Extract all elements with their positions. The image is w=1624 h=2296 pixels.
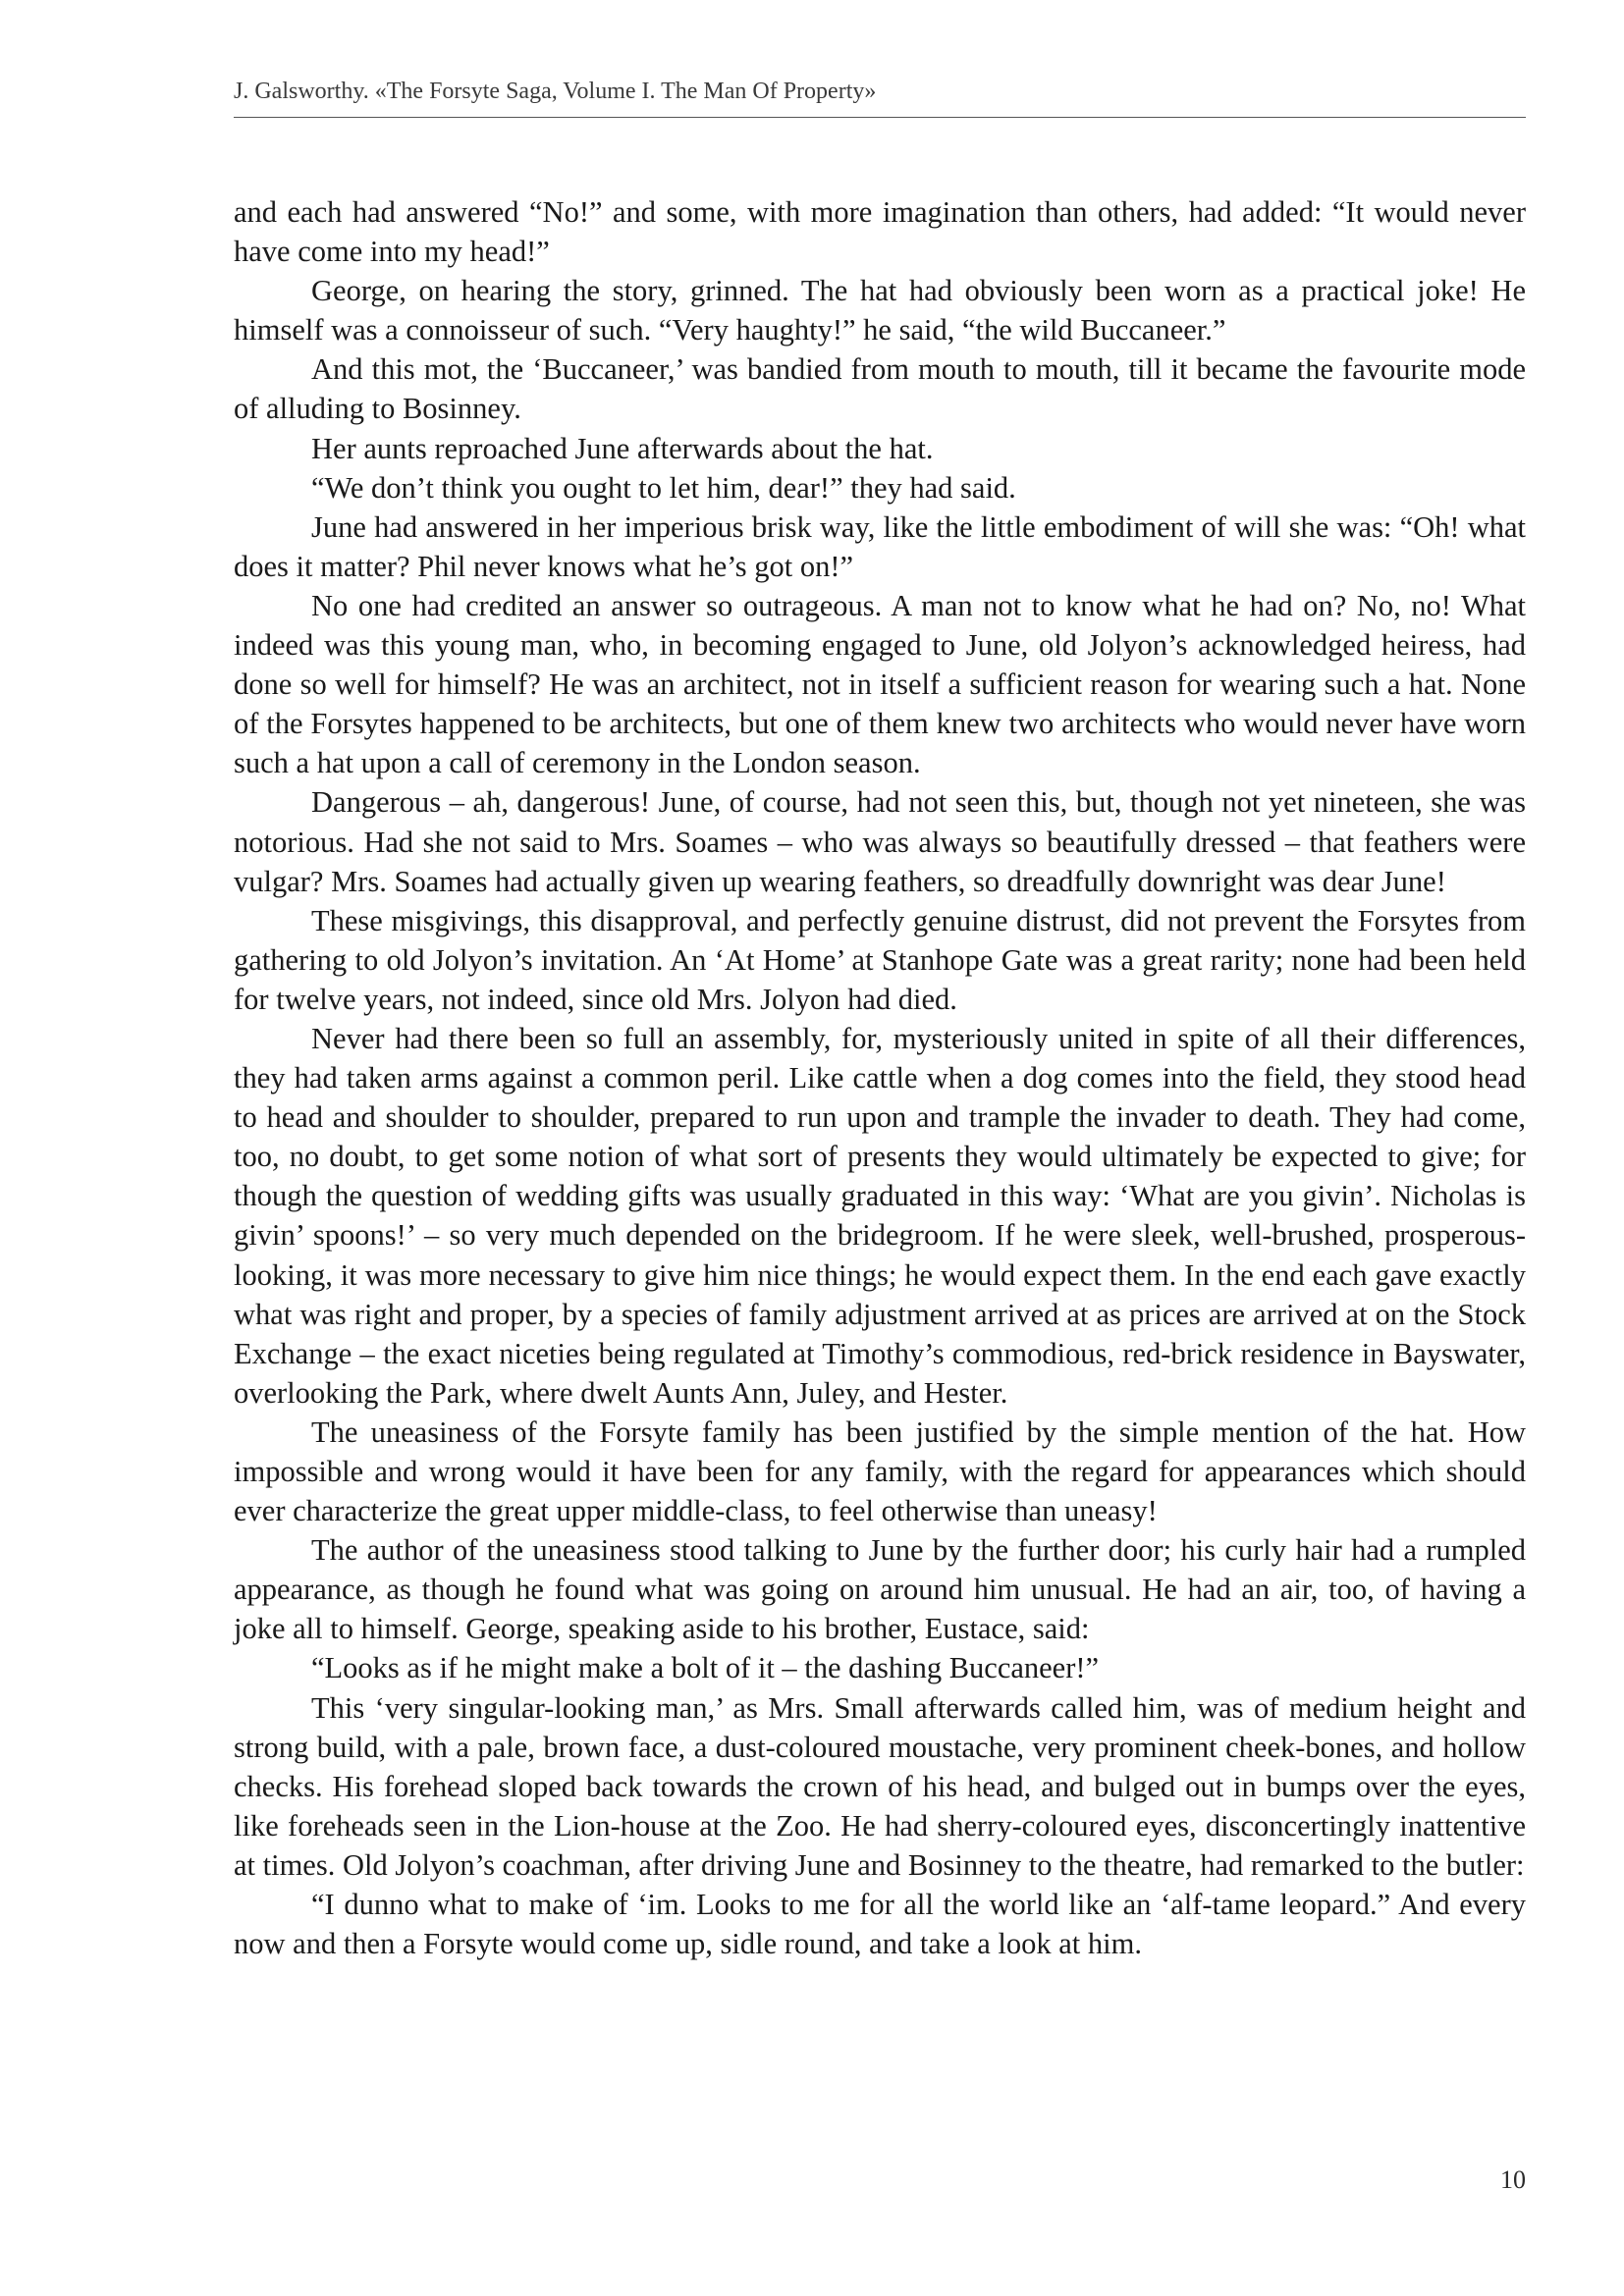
page-number: 10 [1500, 2165, 1526, 2194]
header-rule [234, 117, 1526, 118]
paragraph: No one had credited an answer so outrageous. A man not to know what he had on? No, no! What indeed was this young man, who, in becoming engaged to June, old Jolyon’s acknowledged heiress, had done so well for himself? He was an architect, not in itself a sufficient reason for wearing such a hat. None of the Forsytes happened to be architects, but one of them knew two architects who would never have worn such a hat upon a call of ceremony in the London season. [234, 588, 1526, 780]
paragraph: “I dunno what to make of ‘im. Looks to me for all the world like an ‘alf-tame leopard.” And every now and then a Forsyte would come up, sidle round, and take a look at him. [234, 1888, 1526, 1961]
paragraph: “We don’t think you ought to let him, dear!” they had said. [311, 470, 1016, 505]
paragraph: George, on hearing the story, grinned. The hat had obviously been worn as a practical joke! He himself was a connoisseur of such. “Very haughty!” he said, “the wild Buccaneer.” [234, 274, 1526, 347]
paragraph: and each had answered “No!” and some, with more imagination than others, had added: “It would never have come into my head!” [234, 195, 1526, 269]
paragraph: Dangerous – ah, dangerous! June, of course, had not seen this, but, though not yet nineteen, she was notorious. Had she not said to Mrs. Soames – who was always so beautifully dressed – that feathers were vulgar? Mrs. Soames had actually given up wearing feathers, so dreadfully downright was dear June! [234, 785, 1526, 898]
paragraph: The author of the uneasiness stood talking to June by the further door; his curly hair had a rumpled appearance, as though he found what was going on around him unusual. He had an air, too, of having a joke all to himself. George, speaking aside to his brother, Eustace, said: [234, 1533, 1526, 1646]
running-header: J. Galsworthy. «The Forsyte Saga, Volume I. The Man Of Property» [234, 79, 877, 104]
paragraph: Never had there been so full an assembly, for, mysteriously united in spite of all their differences, they had taken arms against a common peril. Like cattle when a dog comes into the field, they stood head to head and shoulder to shoulder, prepared to run upon and trample the invader to death. They had come, too, no doubt, to get some notion of what sort of presents they would ultimately be expected to give; for though the question of wedding gifts was usually graduated in this way: ‘What are you givin’. Nicholas is givin’ spoons!’ – so very much depended on the bridegroom. If he were sleek, well-brushed, prosperous-looking, it was more necessary to give him nice things; he would expect them. In the end each gave exactly what was right and proper, by a species of family adjustment arrived at as prices are arrived at on the Stock Exchange – the exact niceties being regulated at Timothy’s commodious, red-brick residence in Bayswater, overlooking the Park, where dwelt Aunts Ann, Juley, and Hester. [234, 1021, 1526, 1410]
paragraph: June had answered in her imperious brisk way, like the little embodiment of will she was: “Oh! what does it matter? Phil never knows what he’s got on!” [234, 509, 1526, 583]
page-body [234, 192, 1526, 1963]
paragraph: This ‘very singular-looking man,’ as Mrs. Small afterwards called him, was of medium height and strong build, with a pale, brown face, a dust-coloured moustache, very prominent cheek-bones, and hollow checks. His forehead sloped back towards the crown of his head, and bulged out in bumps over the eyes, like foreheads seen in the Lion-house at the Zoo. He had sherry-coloured eyes, disconcertingly inattentive at times. Old Jolyon’s coachman, after driving June and Bosinney to the theatre, had remarked to the butler: [234, 1690, 1526, 1882]
paragraph: Her aunts reproached June afterwards about the hat. [311, 431, 934, 465]
paragraph: And this mot, the ‘Buccaneer,’ was bandied from mouth to mouth, till it became the favourite mode of alluding to Bosinney. [234, 352, 1526, 426]
paragraph: The uneasiness of the Forsyte family has been justified by the simple mention of the hat. How impossible and wrong would it have been for any family, with the regard for appearances which should ever characterize the great upper middle-class, to feel otherwise than uneasy! [234, 1415, 1526, 1528]
paragraph: “Looks as if he might make a bolt of it – the dashing Buccaneer!” [311, 1651, 1100, 1685]
paragraph: These misgivings, this disapproval, and perfectly genuine distrust, did not prevent the Forsytes from gathering to old Jolyon’s invitation. An ‘At Home’ at Stanhope Gate was a great rarity; none had been held for twelve years, not indeed, since old Mrs. Jolyon had died. [234, 903, 1526, 1016]
